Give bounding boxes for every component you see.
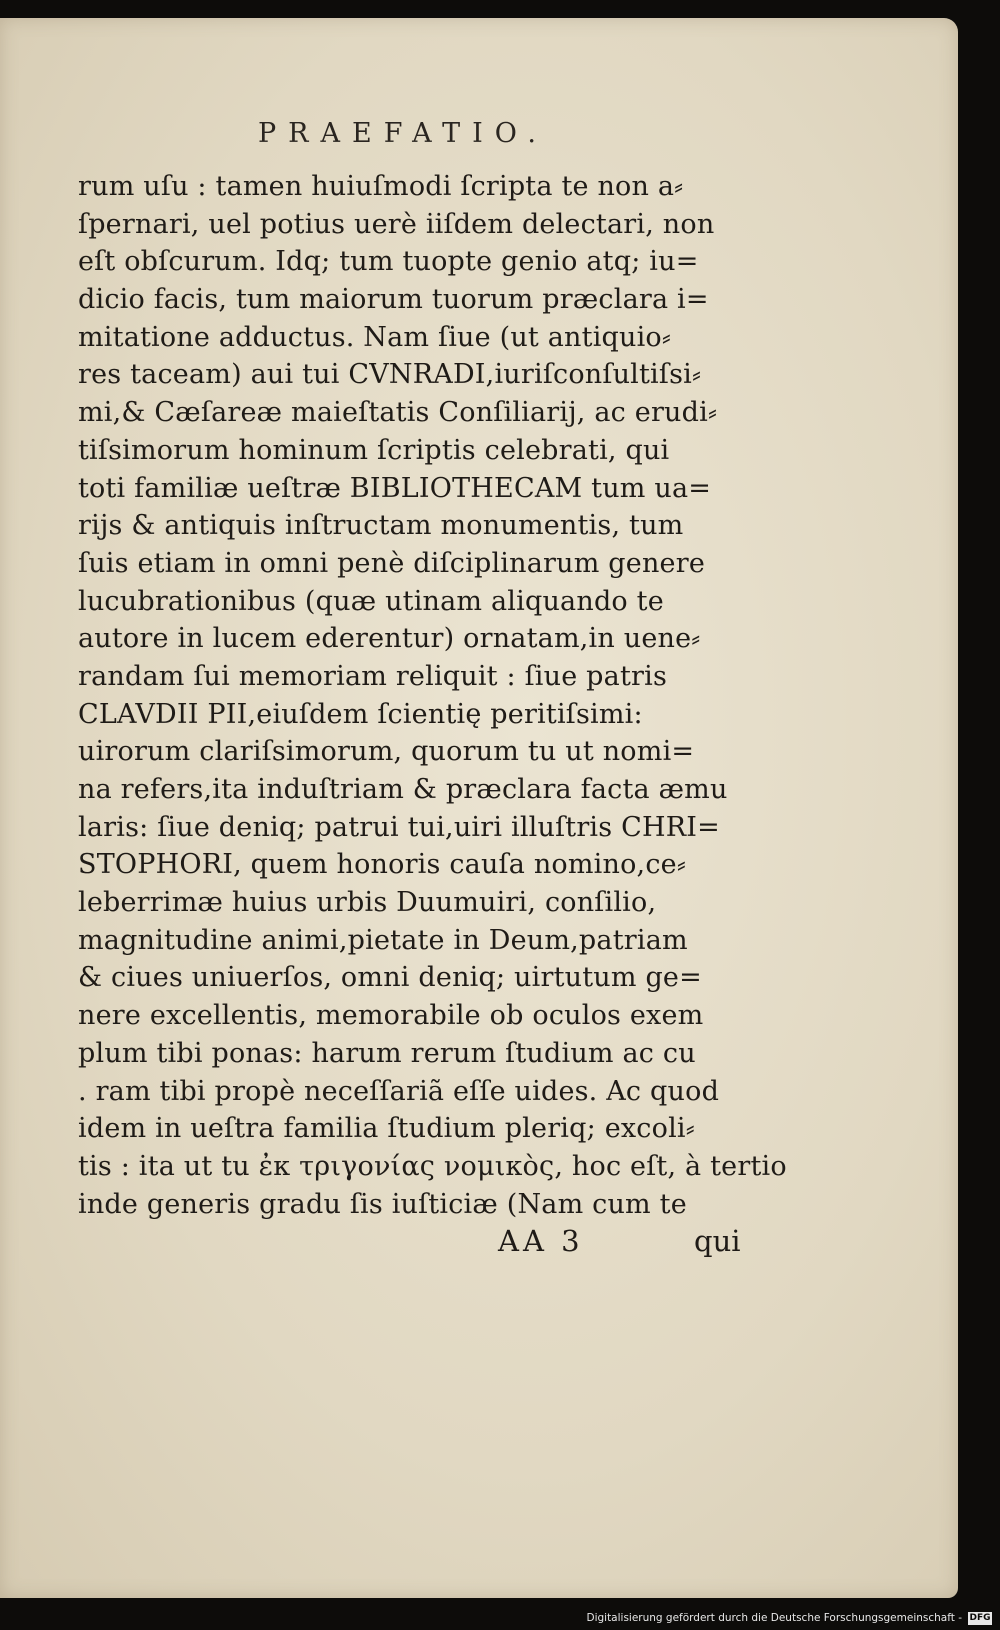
dfg-logo-icon: DFG bbox=[969, 1613, 991, 1623]
text-line: lucubrationibus (quæ utinam aliquando te bbox=[78, 585, 664, 617]
text-line: uirorum clariſsimorum, quorum tu ut nomi= bbox=[78, 736, 695, 768]
catchword: qui bbox=[694, 1224, 741, 1258]
text-line: rijs & antiquis inſtructam monumentis, tum bbox=[78, 510, 684, 542]
text-line: nere excellentis, memorabile ob oculos exem bbox=[78, 1000, 704, 1032]
text-line: leberrimæ huius urbis Duumuiri, conſilio, bbox=[78, 887, 657, 919]
signature-mark: AA 3 bbox=[498, 1224, 584, 1258]
text-line: rum uſu : tamen huiuſmodi ſcripta te non a⸗ bbox=[78, 171, 684, 202]
text-line: inde generis gradu ſis iuſticiæ (Nam cum te bbox=[78, 1188, 687, 1220]
text-line: CLAVDII PII,eiuſdem ſcientię peritiſsimi: bbox=[78, 698, 643, 730]
text-line: randam ſui memoriam reliquit : ſiue patris bbox=[78, 660, 668, 692]
text-line: idem in ueſtra familia ſtudium pleriq; excoli⸗ bbox=[78, 1113, 695, 1145]
text-line: . ram tibi propè neceſſariã eſſe uides. Ac quod bbox=[78, 1075, 720, 1107]
text-line: laris: ſiue deniq; patrui tui,uiri illuſtris CHRI= bbox=[78, 811, 720, 843]
text-line: tis : ita ut tu ἐκ τριγονίας νομικὸς, hoc eſt, à tertio bbox=[78, 1150, 787, 1182]
text-line: toti familiæ ueſtræ BIBLIOTHECAM tum ua= bbox=[78, 472, 712, 504]
text-line: mitatione adductus. Nam ſiue (ut antiquio⸗ bbox=[78, 321, 672, 353]
text-line: mi,& Cæſareæ maieſtatis Conſiliarij, ac erudi⸗ bbox=[78, 397, 718, 429]
text-line: res taceam) aui tui CVNRADI,iuriſconſultiſsi⸗ bbox=[78, 359, 702, 391]
text-block bbox=[78, 168, 787, 1223]
book-page bbox=[0, 18, 958, 1598]
text-line: tiſsimorum hominum ſcriptis celebrati, qui bbox=[78, 434, 670, 466]
text-line: ſpernari, uel potius uerè iiſdem delectari, non bbox=[78, 208, 715, 240]
text-line: autore in lucem ederentur) ornatam,in uene⸗ bbox=[78, 623, 701, 655]
footer-bar bbox=[0, 1598, 1000, 1630]
text-line: STOPHORI, quem honoris cauſa nomino,ce⸗ bbox=[78, 849, 687, 881]
text-line: magnitudine animi,pietate in Deum,patriam bbox=[78, 924, 688, 956]
text-line: ſuis etiam in omni penè diſciplinarum genere bbox=[78, 547, 705, 579]
text-line: plum tibi ponas: harum rerum ſtudium ac cu bbox=[78, 1037, 696, 1069]
text-line: na refers,ita induſtriam & præclara facta æmu bbox=[78, 774, 728, 805]
text-line: & ciues uniuerſos, omni deniq; uirtutum ge= bbox=[78, 962, 702, 994]
running-head: PRAEFATIO. bbox=[258, 118, 548, 149]
text-line: eſt obſcurum. Idq; tum tuopte genio atq; iu= bbox=[78, 246, 699, 278]
digitization-credit: Digitalisierung gefördert durch die Deutsche Forschungsgemeinschaft - bbox=[586, 1612, 962, 1624]
signature-line bbox=[0, 1224, 958, 1264]
text-line: dicio facis, tum maiorum tuorum præclara i= bbox=[78, 284, 709, 316]
